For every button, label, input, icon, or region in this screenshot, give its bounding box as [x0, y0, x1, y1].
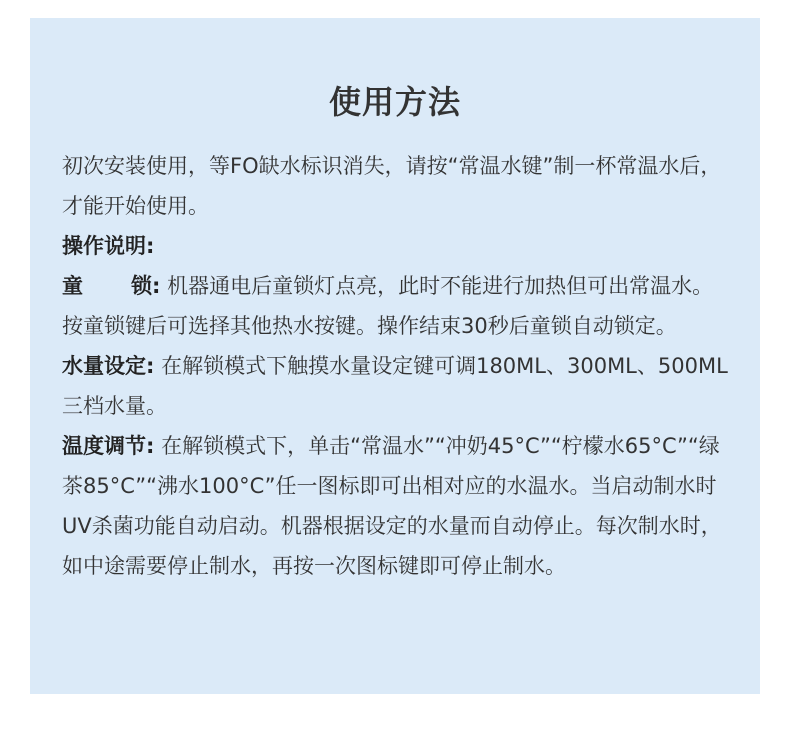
child-lock-text: 机器通电后童锁灯点亮，此时不能进行加热但可出常温水。按童锁键后可选择其他热水按键。操作结束30秒后童锁自动锁定。 — [62, 274, 714, 338]
intro-paragraph: 初次安装使用，等FO缺水标识消失，请按“常温水键”制一杯常温水后，才能开始使用。 — [62, 154, 722, 218]
operation-heading: 操作说明: — [62, 234, 155, 258]
child-lock-paragraph — [62, 266, 732, 346]
temperature-text: 在解锁模式下，单击“常温水”“冲奶45°C”“柠檬水65°C”“绿茶85°C”“沸水100°C”任一图标即可出相对应的水温水。当启动制水时UV杀菌功能自动启动。机器根据设定的水量而自动停止。每次制水时，如中途需要停止制水，再按一次图标键即可停止制水。 — [62, 434, 722, 578]
volume-setting-label: 水量设定: — [62, 354, 155, 378]
temperature-label: 温度调节: — [62, 434, 155, 458]
instruction-panel — [30, 18, 760, 694]
page-title: 使用方法 — [328, 83, 461, 121]
child-lock-label-a: 童 — [62, 274, 83, 298]
child-lock-label-b: 锁: — [131, 274, 161, 298]
instruction-content — [62, 146, 732, 586]
volume-setting-paragraph — [62, 346, 732, 426]
temperature-paragraph — [62, 426, 732, 586]
volume-setting-text: 在解锁模式下触摸水量设定键可调180ML、300ML、500ML三档水量。 — [62, 354, 728, 418]
